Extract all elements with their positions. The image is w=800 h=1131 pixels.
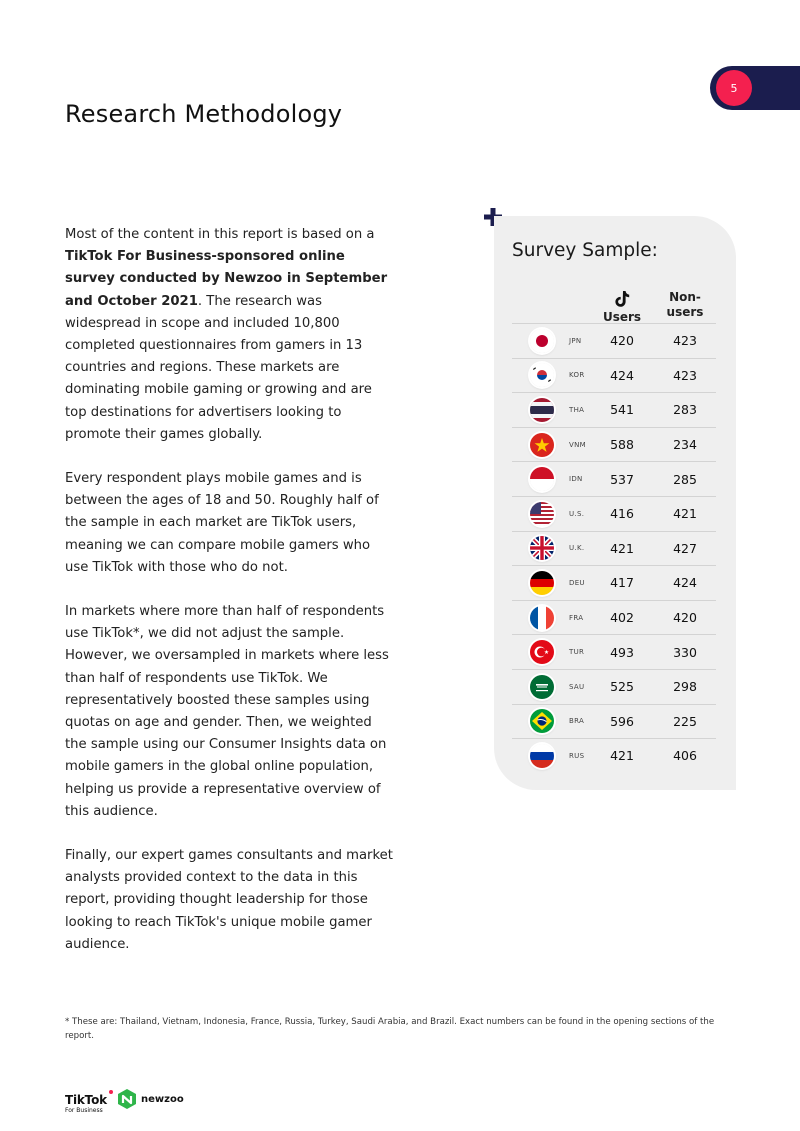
- methodology-text: [65, 224, 395, 978]
- users-value: 493: [610, 644, 634, 660]
- newzoo-mark-icon: [116, 1088, 138, 1110]
- country-code: FRA: [569, 613, 584, 622]
- survey-table: [512, 323, 716, 773]
- country-code: TUR: [569, 648, 585, 657]
- country-code: KOR: [569, 371, 585, 380]
- non-users-value: 330: [673, 644, 697, 660]
- page-number-badge: [710, 66, 800, 110]
- non-users-value: 298: [673, 679, 697, 695]
- table-row: [512, 634, 716, 669]
- country-code: DEU: [569, 578, 585, 587]
- germany-flag-icon: [530, 571, 554, 595]
- country-code: IDN: [569, 475, 583, 484]
- country-code: U.S.: [569, 509, 585, 518]
- indonesia-flag-icon: [530, 467, 554, 491]
- non-users-value: 423: [673, 367, 697, 383]
- table-row: [512, 358, 716, 393]
- table-row: [512, 704, 716, 739]
- survey-sample-card: [494, 216, 736, 790]
- page-number: 5: [716, 70, 752, 106]
- users-value: 537: [610, 471, 634, 487]
- country-code: BRA: [569, 717, 585, 726]
- table-row: [512, 669, 716, 704]
- paragraph-4: Finally, our expert games consultants and market analysts provided context to the data in this report, providing thought leadership for those looking to reach TikTok's unique mobile gamer audience.: [65, 848, 393, 952]
- paragraph-1: Most of the content in this report is based on a TikTok For Business-sponsored online survey conducted by Newzoo in September and October 2021. The research was widespread in scope and included 10,800 completed questionnaires from gamers in 13 countries and regions. These markets are dominating mobile gaming or growing and are top destinations for advertisers looking to promote their games globally.: [65, 227, 388, 442]
- table-row: [512, 531, 716, 566]
- country-code: THA: [569, 405, 585, 414]
- paragraph-3: In markets where more than half of respondents use TikTok*, we did not adjust the sample. However, we oversampled in markets where less than half of respondents use TikTok. We representatively boosted these samples using quotas on age and gender. Then, we weighted the sample using our Consumer Insights data on mobile gamers in the global online population, helping us provide a representative overview of this audience.: [65, 604, 389, 819]
- turkey-flag-icon: [530, 640, 554, 664]
- users-value: 541: [610, 402, 634, 418]
- tiktok-wordmark: TikTok: [65, 1093, 107, 1107]
- non-users-value: 406: [673, 748, 697, 764]
- thailand-flag-icon: [530, 398, 554, 422]
- vietnam-flag-icon: [530, 433, 554, 457]
- saudi-arabia-flag-icon: [530, 675, 554, 699]
- country-code: SAU: [569, 682, 585, 691]
- users-value: 421: [610, 748, 634, 764]
- column-header-non-users: Non-users: [666, 290, 704, 319]
- table-row: [512, 600, 716, 635]
- uk-flag-icon: [530, 536, 554, 560]
- table-row: [512, 427, 716, 462]
- country-code: RUS: [569, 751, 585, 760]
- table-row: [512, 461, 716, 496]
- country-code: U.K.: [569, 544, 585, 553]
- non-users-value: 420: [673, 610, 697, 626]
- non-users-value: 424: [673, 575, 697, 591]
- table-row: [512, 565, 716, 600]
- russia-flag-icon: [530, 744, 554, 768]
- newzoo-logo: [116, 1088, 184, 1110]
- for-business-label: For Business: [65, 1107, 103, 1114]
- users-value: 416: [610, 506, 634, 522]
- tiktok-for-business-logo: [65, 1089, 114, 1114]
- survey-title: Survey Sample:: [512, 240, 658, 261]
- users-value: 588: [610, 437, 634, 453]
- non-users-value: 427: [673, 540, 697, 556]
- newzoo-wordmark: newzoo: [141, 1093, 184, 1105]
- users-value: 525: [610, 679, 634, 695]
- non-users-value: 285: [673, 471, 697, 487]
- table-row: [512, 496, 716, 531]
- usa-flag-icon: [530, 502, 554, 526]
- france-flag-icon: [530, 606, 554, 630]
- users-value: 421: [610, 540, 634, 556]
- non-users-value: 423: [673, 333, 697, 349]
- brazil-flag-icon: [530, 709, 554, 733]
- tiktok-dot-icon: [108, 1089, 114, 1095]
- japan-flag-icon: [530, 329, 554, 353]
- non-users-value: 283: [673, 402, 697, 418]
- country-code: VNM: [569, 440, 586, 449]
- users-value: 402: [610, 610, 634, 626]
- survey-highlight: TikTok For Business-sponsored online survey conducted by Newzoo in September and October 2021: [65, 249, 388, 309]
- korea-flag-icon: [530, 363, 554, 387]
- tiktok-icon: [614, 290, 630, 308]
- non-users-value: 421: [673, 506, 697, 522]
- non-users-value: 225: [673, 713, 697, 729]
- table-row: [512, 738, 716, 773]
- page-title: Research Methodology: [65, 100, 343, 128]
- users-value: 420: [610, 333, 634, 349]
- footnote: * These are: Thailand, Vietnam, Indonesia, France, Russia, Turkey, Saudi Arabia, and Brazil. Exact numbers can be found in the opening sections of the report.: [65, 1017, 715, 1041]
- country-code: JPN: [569, 336, 582, 345]
- column-header-users: Users: [594, 290, 650, 325]
- table-row: [512, 392, 716, 427]
- table-row: [512, 323, 716, 358]
- users-value: 596: [610, 713, 634, 729]
- users-value: 417: [610, 575, 634, 591]
- users-value: 424: [610, 367, 634, 383]
- non-users-value: 234: [673, 437, 697, 453]
- paragraph-2: Every respondent plays mobile games and is between the ages of 18 and 50. Roughly half of the sample in each market are TikTok users, meaning we can compare mobile gamers who use TikTok with those who do not.: [65, 471, 379, 575]
